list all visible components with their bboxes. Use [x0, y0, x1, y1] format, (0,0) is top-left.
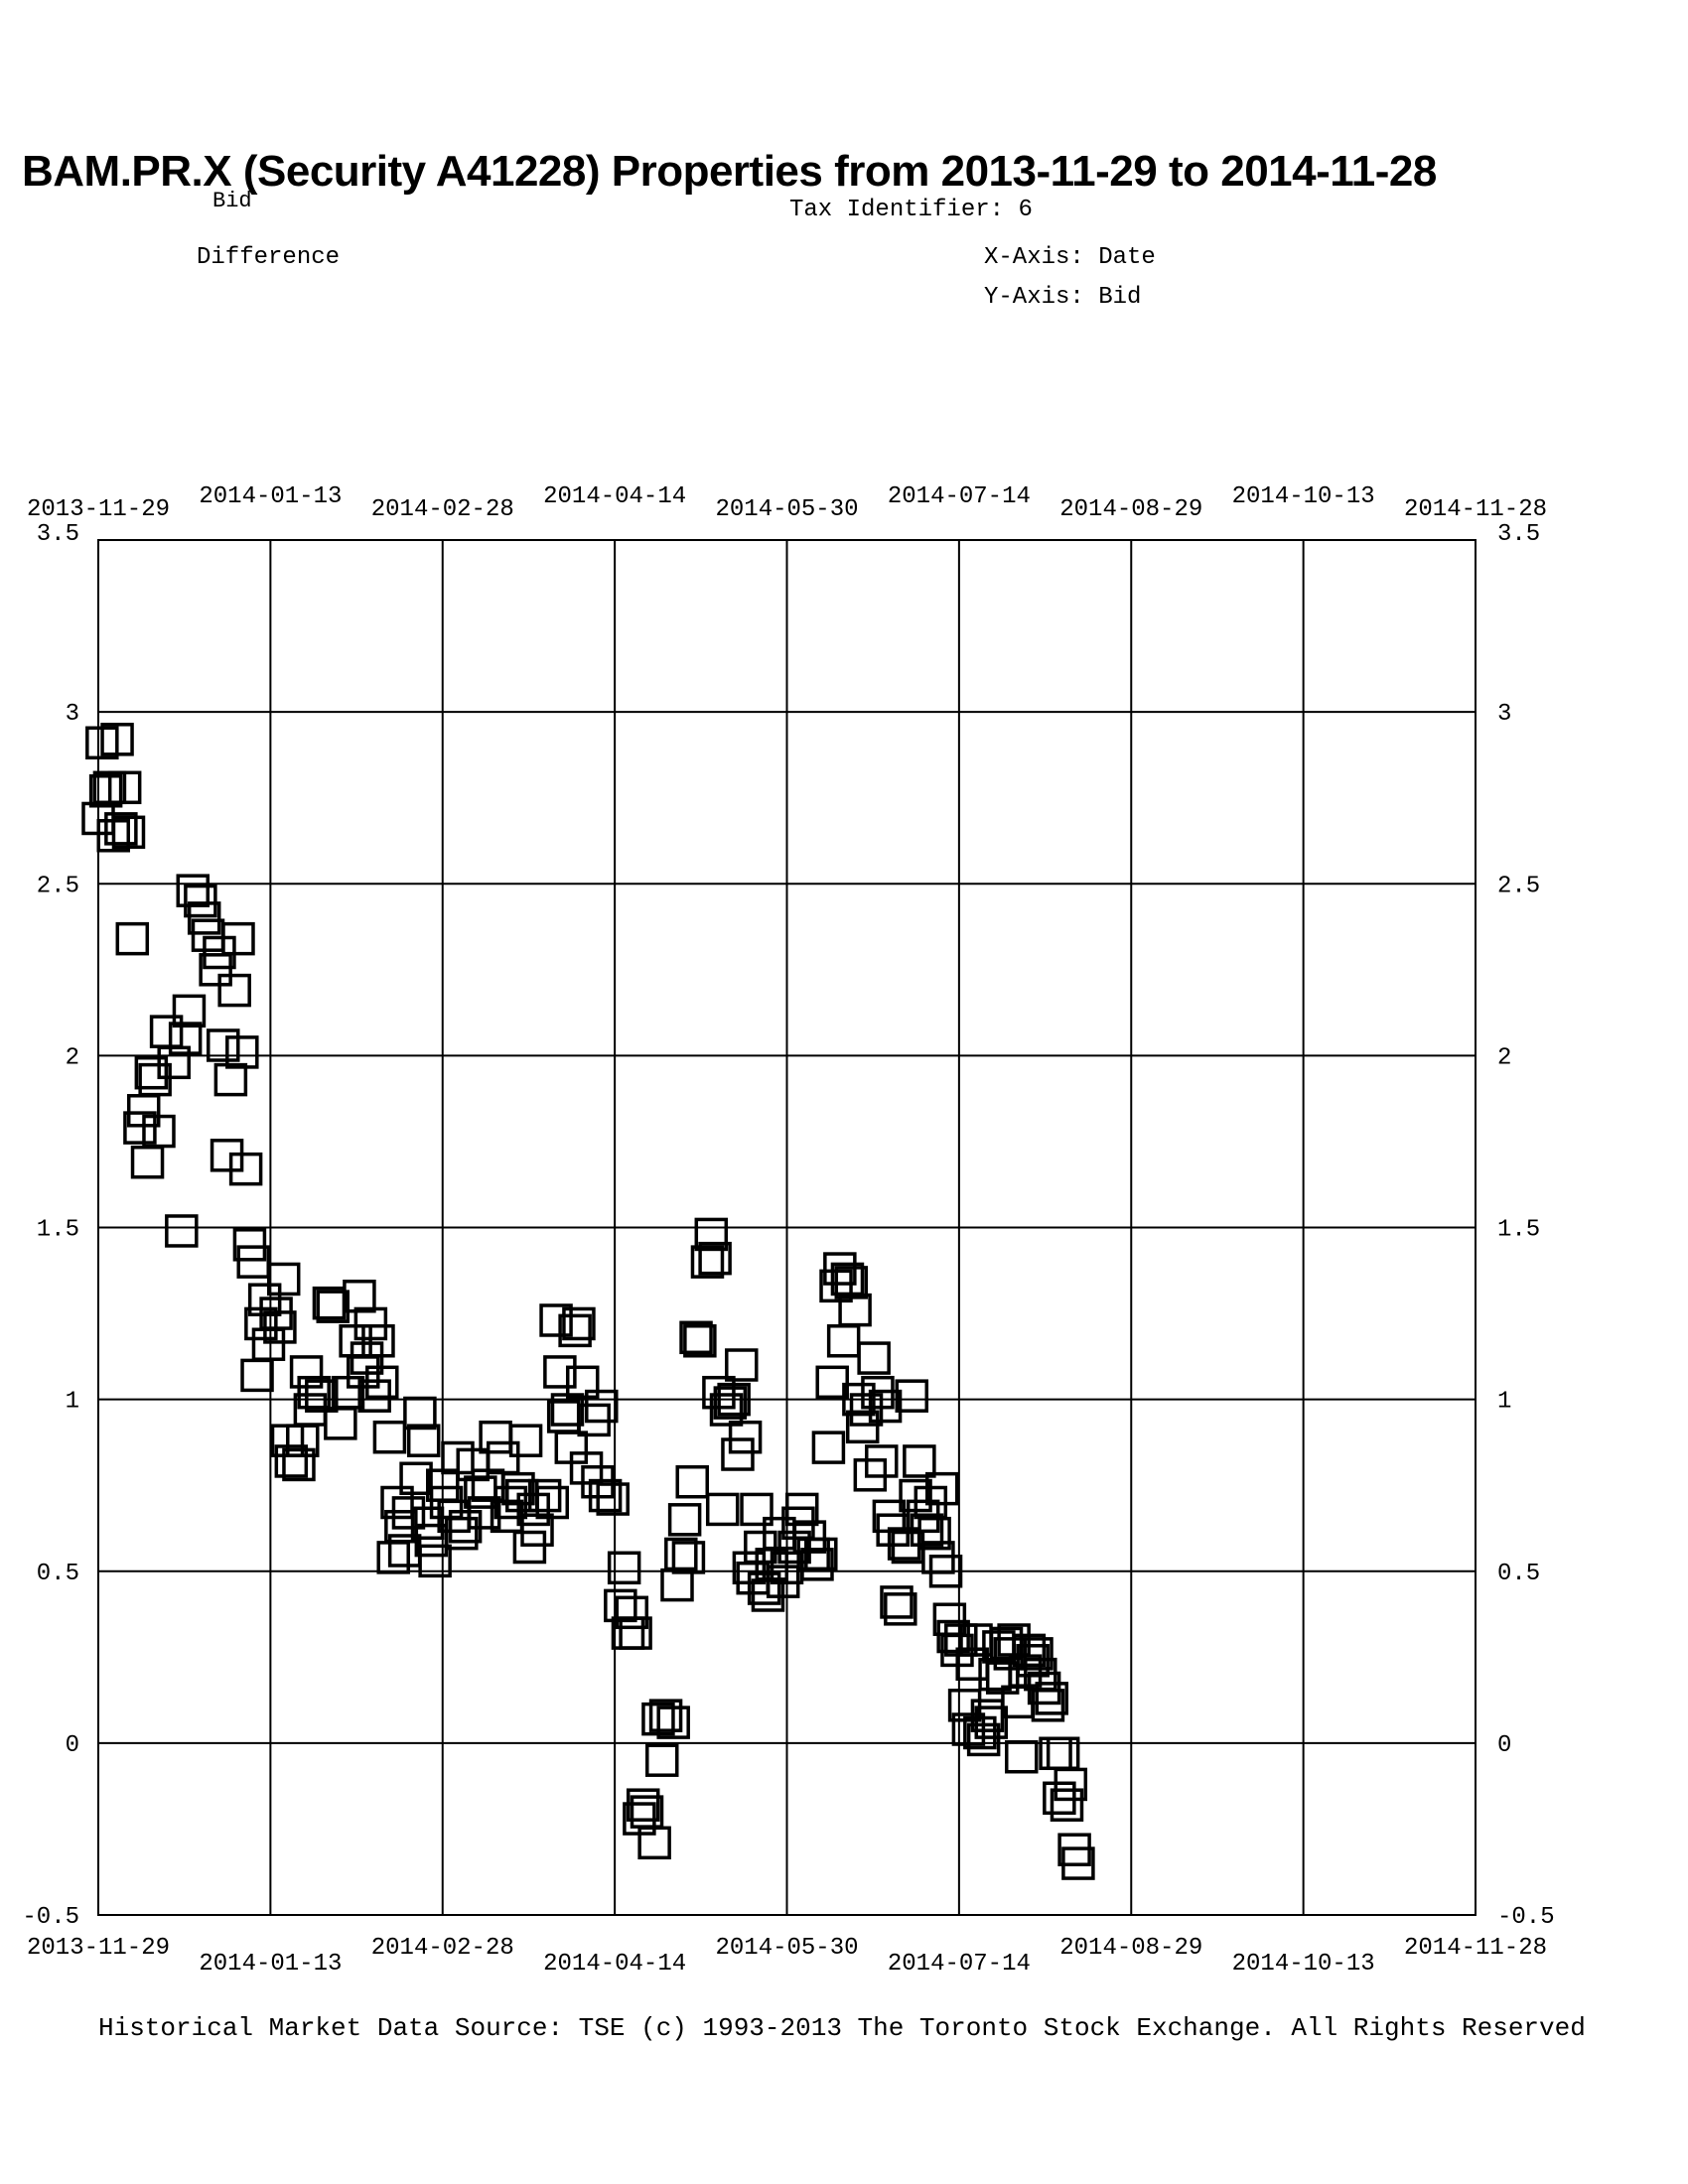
data-point-marker	[374, 1423, 404, 1452]
x-tick-label-top: 2014-08-29	[1059, 496, 1203, 523]
y-axis-label: Y-Axis: Bid	[984, 284, 1142, 311]
data-point-marker	[511, 1426, 541, 1455]
data-point-marker	[117, 924, 147, 954]
data-point-marker	[813, 1433, 843, 1462]
x-tick-label-top: 2014-05-30	[715, 496, 859, 523]
x-tick-label-bottom: 2014-02-28	[370, 1935, 514, 1962]
y-tick-label-right: 2	[1497, 1044, 1512, 1072]
tax-identifier: Tax Identifier: 6	[789, 197, 1033, 223]
x-tick-label-bottom: 2013-11-29	[26, 1935, 171, 1962]
data-point-marker	[409, 1426, 439, 1455]
x-axis-label: X-Axis: Date	[984, 244, 1156, 271]
data-point-marker	[253, 1329, 283, 1359]
data-point-marker	[378, 1543, 408, 1572]
chart-grid	[98, 540, 1476, 1915]
data-point-marker	[178, 876, 208, 905]
data-point-marker	[242, 1360, 272, 1390]
x-tick-label-top: 2013-11-29	[26, 496, 171, 523]
y-tick-label-left: 2	[65, 1044, 79, 1072]
data-point-marker	[481, 1423, 510, 1452]
y-tick-label-left: 0.5	[36, 1560, 79, 1587]
data-point-marker	[489, 1442, 518, 1472]
data-point-marker	[167, 1216, 197, 1246]
x-tick-label-bottom: 2014-08-29	[1059, 1935, 1203, 1962]
x-tick-label-bottom: 2014-04-14	[543, 1951, 687, 1978]
data-point-marker	[152, 1017, 182, 1046]
y-tick-label-left: 3.5	[36, 521, 79, 548]
data-point-marker	[905, 1446, 934, 1476]
data-point-marker	[708, 1494, 738, 1524]
data-point-marker	[545, 1357, 575, 1387]
y-tick-label-left: 0	[65, 1731, 79, 1759]
y-tick-label-right: -0.5	[1497, 1904, 1555, 1931]
data-points	[83, 725, 1093, 1878]
data-point-marker	[133, 1148, 163, 1177]
y-tick-label-left: -0.5	[22, 1904, 79, 1931]
y-tick-label-right: 3.5	[1497, 521, 1541, 548]
y-tick-label-left: 3	[65, 701, 79, 729]
data-point-marker	[723, 1439, 753, 1469]
x-tick-label-bottom: 2014-11-28	[1403, 1935, 1548, 1962]
x-tick-label-top: 2014-07-14	[887, 483, 1031, 510]
x-tick-label-bottom: 2014-07-14	[887, 1951, 1031, 1978]
data-point-marker	[269, 1264, 299, 1294]
data-point-marker	[174, 996, 204, 1025]
y-tick-label-right: 2.5	[1497, 873, 1541, 900]
data-point-marker	[662, 1570, 692, 1600]
x-tick-label-bottom: 2014-01-13	[199, 1951, 343, 1978]
x-tick-label-top: 2014-10-13	[1231, 483, 1375, 510]
data-point-marker	[1007, 1742, 1037, 1772]
data-point-marker	[859, 1343, 889, 1373]
x-tick-label-top: 2014-04-14	[543, 483, 687, 510]
x-tick-label-bottom: 2014-10-13	[1231, 1951, 1375, 1978]
data-point-marker	[829, 1326, 859, 1356]
y-tick-label-right: 1	[1497, 1388, 1512, 1416]
data-source-footer: Historical Market Data Source: TSE (c) 1993-2013 The Toronto Stock Exchange. All Rights Reserved	[98, 2013, 1586, 2043]
y-tick-label-left: 2.5	[36, 873, 79, 900]
data-point-marker	[731, 1423, 761, 1452]
bid-subscript: Bid	[212, 189, 252, 213]
data-point-marker	[537, 1488, 567, 1518]
data-point-marker	[215, 1065, 245, 1095]
data-point-marker	[647, 1745, 677, 1775]
x-tick-label-top: 2014-02-28	[370, 496, 514, 523]
data-point-marker	[670, 1505, 700, 1535]
x-tick-label-top: 2014-11-28	[1403, 496, 1548, 523]
data-point-marker	[363, 1326, 393, 1356]
y-tick-label-right: 0	[1497, 1731, 1512, 1759]
data-point-marker	[405, 1398, 435, 1428]
chart-title: BAM.PR.X (Security A41228) Properties from 2013-11-29 to 2014-11-28	[22, 147, 1437, 196]
data-point-marker	[727, 1350, 757, 1380]
data-point-marker	[326, 1409, 355, 1438]
y-tick-label-left: 1	[65, 1388, 79, 1416]
data-point-marker	[606, 1590, 635, 1620]
data-point-marker	[227, 1037, 257, 1067]
x-tick-label-top: 2014-01-13	[199, 483, 343, 510]
y-tick-label-right: 1.5	[1497, 1216, 1541, 1244]
data-point-marker	[514, 1533, 544, 1563]
x-tick-label-bottom: 2014-05-30	[715, 1935, 859, 1962]
difference-label: Difference	[197, 244, 341, 271]
data-point-marker	[677, 1467, 707, 1497]
data-point-marker	[219, 976, 249, 1006]
y-tick-label-right: 0.5	[1497, 1560, 1541, 1587]
y-tick-label-left: 1.5	[36, 1216, 79, 1244]
y-tick-label-right: 3	[1497, 701, 1512, 729]
